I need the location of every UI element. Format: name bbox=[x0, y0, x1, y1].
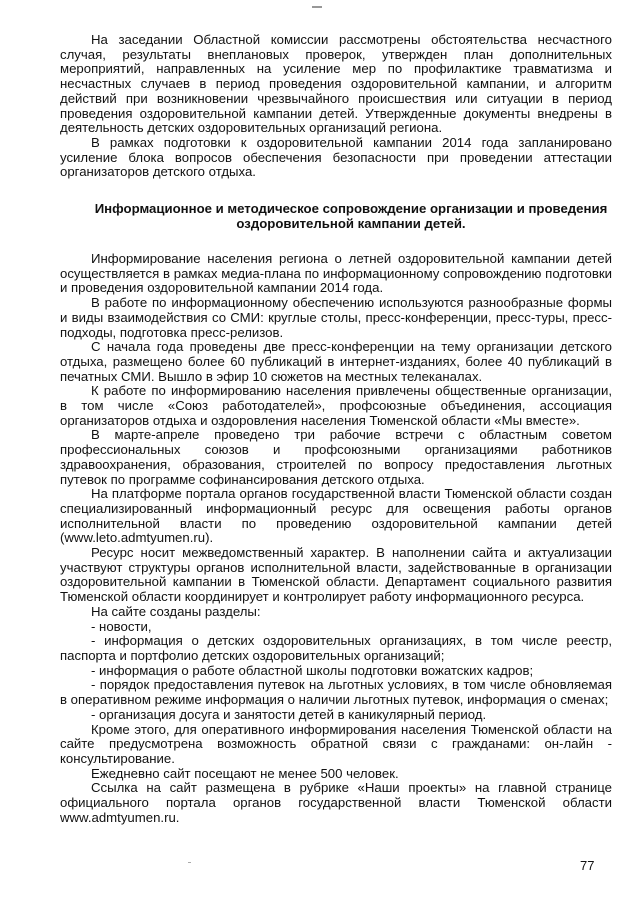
page-number: 77 bbox=[580, 858, 595, 873]
list-item: - новости, bbox=[91, 618, 152, 634]
paragraph: Ресурс носит межведомственный характер. В наполнении сайта и актуализации участвуют структуры органов исполнительной власти, задействованные в организации оздоровительной кампании в Тюменской области. Департамент социального развития Тюменской области координирует и контролирует работу информационного ресурса. bbox=[60, 545, 612, 605]
heading-line-1: Информационное и методическое сопровождение организации и проведения bbox=[94, 201, 608, 216]
list-item: - информация о работе областной школы подготовки вожатских кадров; bbox=[91, 662, 534, 678]
list-item: - порядок предоставления путевок на льготных условиях, в том числе обновляемая в оперативном режиме информация о наличии льготных путевок, информация о сменах; bbox=[60, 677, 612, 708]
intro-section bbox=[60, 33, 612, 180]
section-heading bbox=[60, 201, 612, 231]
paragraph: Кроме этого, для оперативного информирования населения Тюменской области на сайте предусмотрена возможность обратной связи с гражданами: он-лайн - консультирование. bbox=[60, 721, 612, 766]
list-intro: На сайте созданы разделы: bbox=[91, 603, 261, 619]
paragraph: С начала года проведены две пресс-конференции на тему организации детского отдыха, размещено более 60 публикаций в интернет-изданиях, более 40 публикаций в печатных СМИ. Вышло в эфир 10 сюжетов на местных телеканалах. bbox=[60, 339, 612, 384]
scan-mark bbox=[312, 6, 322, 8]
paragraph: В работе по информационному обеспечению используются разнообразные формы и виды взаимодействия со СМИ: круглые столы, пресс-конференции, пресс-туры, пресс-подходы, подготовка пресс-релизов. bbox=[60, 295, 612, 340]
paragraph: На платформе портала органов государственной власти Тюменской области создан специализированный информационный ресурс для освещения работы органов исполнительной власти по проведению оздоровительной кампании детей (www.leto.admtyumen.ru). bbox=[60, 486, 612, 546]
paragraph: На заседании Областной комиссии рассмотрены обстоятельства несчастного случая, результаты внеплановых проверок, утвержден план дополнительных мероприятий, направленных на усиление мер по профилактике травматизма и несчастных случаев в период проведения оздоровительной кампании, и алгоритм действий при возникновении чрезвычайного происшествия или ситуации в период проведения оздоровительной кампании детей. Утвержденные документы внедрены в деятельность детских оздоровительных организаций региона. bbox=[60, 32, 612, 136]
list-item: - организация досуга и занятости детей в каникулярный период. bbox=[91, 706, 487, 722]
heading-line-2: оздоровительной кампании детей. bbox=[236, 216, 466, 231]
paragraph: Информирование населения региона о летней оздоровительной кампании детей осуществляется в рамках медиа-плана по информационному сопровождению подготовки и проведения оздоровительной кампании 2014 года. bbox=[60, 251, 612, 296]
paragraph: Ежедневно сайт посещают не менее 500 человек. bbox=[91, 765, 399, 781]
paragraph: К работе по информированию населения привлечены общественные организации, в том числе «Союз работодателей», профсоюзные объединения, ассоциация организаторов отдыха и оздоровления населения Тюменской области «Мы вместе». bbox=[60, 383, 612, 428]
paragraph: Ссылка на сайт размещена в рубрике «Наши проекты» на главной странице официального портала органов государственной власти Тюменской области www.admtyumen.ru. bbox=[60, 780, 612, 825]
paragraph: В марте-апреле проведено три рабочие встречи с областным советом профессиональных союзов и профсоюзными организациями работников здравоохранения, образования, строителей по вопросу предоставления льготных путевок по программе софинансирования детского отдыха. bbox=[60, 427, 612, 487]
list-item: - информация о детских оздоровительных организациях, в том числе реестр, паспорта и портфолио детских оздоровительных организаций; bbox=[60, 633, 612, 663]
info-section bbox=[60, 252, 612, 825]
scan-mark bbox=[188, 862, 191, 863]
paragraph: В рамках подготовки к оздоровительной кампании 2014 года запланировано усиление блока вопросов обеспечения безопасности при проведении аттестации организаторов детского отдыха. bbox=[60, 134, 612, 180]
